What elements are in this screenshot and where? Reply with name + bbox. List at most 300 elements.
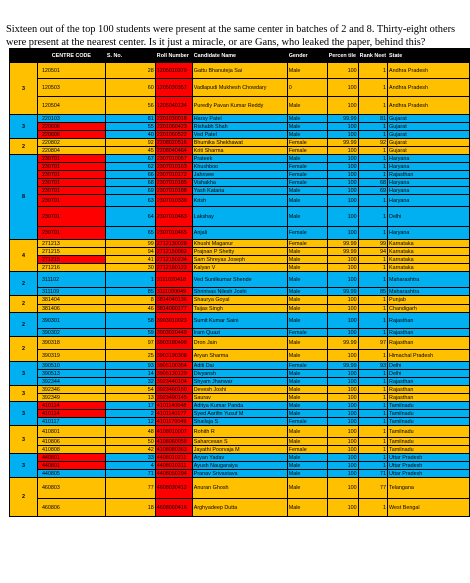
candidate-name-cell: Sumit Kumar Saini [192, 313, 287, 329]
candidate-name-cell: Pranav Srivastava [192, 470, 287, 478]
percentile-cell: 100 [327, 446, 358, 454]
state-cell: Uttar Pradesh [388, 470, 470, 478]
candidate-name-cell: Gattu Bhanuteja Sai [192, 63, 287, 79]
centre-code-cell: 230701 [37, 171, 105, 179]
serial-number-cell: 85 [105, 288, 155, 296]
state-cell: Haryana [388, 227, 470, 240]
gender-cell: 0 [287, 79, 327, 97]
state-cell: Tamilnadu [388, 426, 470, 438]
group-count-header [10, 49, 38, 63]
table-row [10, 478, 470, 499]
centre-code-cell: 230701 [37, 155, 105, 163]
centre-code-cell: 271216 [37, 264, 105, 272]
candidate-name-cell: Prateek [192, 155, 287, 163]
gender-cell: Female [287, 179, 327, 187]
candidate-name-cell: Yash Kataria [192, 187, 287, 195]
gender-cell: Male [287, 386, 327, 394]
gender-cell: Male [287, 305, 327, 313]
table-row [10, 227, 470, 240]
roll-number-cell: 3923490145 [155, 394, 192, 402]
roll-number-cell: 3923440104 [155, 378, 192, 386]
roll-number-cell: 1205030357 [155, 79, 192, 97]
candidate-name-cell: Shaurya Goyal [192, 296, 287, 305]
state-cell: Gujarat [388, 123, 470, 131]
state-cell: Punjab [388, 296, 470, 305]
group-count: 2 [10, 272, 38, 296]
serial-number-cell: 55 [105, 123, 155, 131]
rank-cell: 1 [358, 418, 387, 426]
centre-code-cell: 410114 [37, 410, 105, 418]
centre-code-cell: 220103 [37, 115, 105, 123]
candidate-name-cell: Shyam Jhanwar [192, 378, 287, 386]
roll-number-cell: 4408050294 [155, 470, 192, 478]
table-row [10, 362, 470, 370]
serial-number-cell: 12 [105, 418, 155, 426]
percentile-cell: 100 [327, 305, 358, 313]
gender-cell: Male [287, 256, 327, 264]
percentile-cell: 100 [327, 329, 358, 337]
candidate-name-cell: Khushboo [192, 163, 287, 171]
roll-number-cell: 4108010007 [155, 426, 192, 438]
candidate-name-cell: Shailaja S [192, 418, 287, 426]
centre-code-cell: 390319 [37, 350, 105, 362]
serial-number-cell: 66 [105, 171, 155, 179]
roll-number-cell: 2307010057 [155, 155, 192, 163]
header-percentile: Percen tile [327, 49, 358, 63]
serial-number-cell: 41 [105, 256, 155, 264]
gender-cell: Male [287, 350, 327, 362]
state-cell: Haryana [388, 163, 470, 171]
serial-number-cell: 28 [105, 63, 155, 79]
centre-code-cell: 392346 [37, 386, 105, 394]
table-row [10, 256, 470, 264]
roll-number-cell: 3111020418 [155, 272, 192, 288]
rank-cell: 1 [358, 63, 387, 79]
roll-number-cell: 4108080363 [155, 446, 192, 454]
centre-code-cell: 390513 [37, 370, 105, 378]
centre-code-cell: 410114 [37, 402, 105, 410]
candidate-name-cell: Syed Aarifin Yusuf M [192, 410, 287, 418]
serial-number-cell: 81 [105, 115, 155, 123]
table-row [10, 155, 470, 163]
serial-number-cell: 14 [105, 370, 155, 378]
rank-cell: 92 [358, 139, 387, 147]
gender-cell: Male [287, 426, 327, 438]
rank-cell: 68 [358, 179, 387, 187]
percentile-cell: 100 [327, 370, 358, 378]
state-cell: Himachal Pradesh [388, 350, 470, 362]
rank-cell: 81 [358, 115, 387, 123]
table-row [10, 410, 470, 418]
results-table [9, 48, 470, 517]
gender-cell: Male [287, 123, 327, 131]
gender-cell: Female [287, 147, 327, 155]
roll-number-cell: 3814060177 [155, 305, 192, 313]
gender-cell: Male [287, 378, 327, 386]
candidate-name-cell: Kalyan V [192, 264, 287, 272]
header-candidate-name: Candidate Name [192, 49, 287, 63]
state-cell: Karnataka [388, 256, 470, 264]
roll-number-cell: 3903190308 [155, 350, 192, 362]
serial-number-cell: 25 [105, 350, 155, 362]
roll-number-cell: 2208040464 [155, 147, 192, 155]
rank-cell: 1 [358, 207, 387, 227]
roll-number-cell: 2712160123 [155, 264, 192, 272]
header-state: State [388, 49, 470, 63]
serial-number-cell: 56 [105, 97, 155, 115]
header-centre-code: CENTRE CODE [37, 49, 105, 63]
table-row [10, 147, 470, 155]
percentile-cell: 100 [327, 63, 358, 79]
state-cell: Haryana [388, 187, 470, 195]
roll-number-cell: 4108060058 [155, 438, 192, 446]
percentile-cell: 100 [327, 131, 358, 139]
candidate-name-cell: Devesh Joshi [192, 386, 287, 394]
candidate-name-cell: Krish [192, 195, 287, 207]
group-count: 3 [10, 115, 38, 139]
roll-number-cell: 3111090049 [155, 288, 192, 296]
roll-number-cell: 4101170049 [155, 418, 192, 426]
page-headline: Sixteen out of the top 100 students were present at the same center in batches of 2 and 8. Thirty-eight others were present at the nearest center. Is it just a miracle, or are Gans, who leaked the paper, behind this? [6, 24, 456, 48]
table-row [10, 454, 470, 462]
table-row [10, 187, 470, 195]
gender-cell: Male [287, 272, 327, 288]
rank-cell: 1 [358, 79, 387, 97]
gender-cell: Female [287, 171, 327, 179]
roll-number-cell: 2307010163 [155, 163, 192, 171]
serial-number-cell: 69 [105, 187, 155, 195]
serial-number-cell: 58 [105, 313, 155, 329]
state-cell: Gujarat [388, 115, 470, 123]
table-row [10, 337, 470, 350]
centre-code-cell: 460803 [37, 478, 105, 499]
percentile-cell: 100 [327, 256, 358, 264]
centre-code-cell: 410808 [37, 446, 105, 454]
gender-cell: Male [287, 187, 327, 195]
state-cell: Uttar Pradesh [388, 454, 470, 462]
gender-cell: Male [287, 402, 327, 410]
group-count: 3 [10, 386, 38, 402]
state-cell: Maharashtra [388, 288, 470, 296]
candidate-name-cell: Anjali [192, 227, 287, 240]
roll-number-cell: 2712130028 [155, 240, 192, 248]
serial-number-cell: 94 [105, 248, 155, 256]
rank-cell: 1 [358, 97, 387, 115]
candidate-name-cell: Ayush Naugaraiya [192, 462, 287, 470]
table-row [10, 163, 470, 171]
rank-cell: 69 [358, 187, 387, 195]
serial-number-cell: 60 [105, 79, 155, 97]
gender-cell: Male [287, 288, 327, 296]
state-cell: Haryana [388, 179, 470, 187]
gender-cell: Male [287, 63, 327, 79]
rank-cell: 1 [358, 446, 387, 454]
serial-number-cell: 42 [105, 446, 155, 454]
percentile-cell: 99.99 [327, 288, 358, 296]
state-cell: Delhi [388, 207, 470, 227]
roll-number-cell: 3905130129 [155, 370, 192, 378]
state-cell: Tamilnadu [388, 438, 470, 446]
candidate-name-cell: Jahnvee [192, 171, 287, 179]
state-cell: Andhra Pradesh [388, 97, 470, 115]
table-row [10, 438, 470, 446]
table-row [10, 394, 470, 402]
roll-number-cell: 2712150234 [155, 256, 192, 264]
gender-cell: Male [287, 155, 327, 163]
gender-cell: Male [287, 478, 327, 499]
state-cell: Rajasthan [388, 337, 470, 350]
percentile-cell: 100 [327, 462, 358, 470]
table-row [10, 207, 470, 227]
candidate-name-cell: Khushi Maganur [192, 240, 287, 248]
percentile-cell: 100 [327, 438, 358, 446]
roll-number-cell: 3923460150 [155, 386, 192, 394]
centre-code-cell: 220804 [37, 147, 105, 155]
state-cell: Haryana [388, 155, 470, 163]
state-cell: Andhra Pradesh [388, 63, 470, 79]
serial-number-cell: 54 [105, 386, 155, 394]
serial-number-cell: 93 [105, 362, 155, 370]
table-row [10, 195, 470, 207]
gender-cell: Male [287, 470, 327, 478]
table-row [10, 179, 470, 187]
percentile-cell: 100 [327, 171, 358, 179]
state-cell: Rajasthan [388, 378, 470, 386]
candidate-name-cell: Bhumika Shekhawat [192, 139, 287, 147]
centre-code-cell: 311102 [37, 272, 105, 288]
group-count: 3 [10, 426, 38, 454]
state-cell: Tamilnadu [388, 410, 470, 418]
candidate-name-cell: Aryan Yadav [192, 454, 287, 462]
rank-cell: 1 [358, 296, 387, 305]
centre-code-cell: 230701 [37, 163, 105, 171]
candidate-name-cell: Sam Shreyas Joseph [192, 256, 287, 264]
rank-cell: 1 [358, 163, 387, 171]
group-count: 3 [10, 454, 38, 478]
gender-cell: Male [287, 115, 327, 123]
gender-cell: Male [287, 410, 327, 418]
group-count: 2 [10, 313, 38, 337]
table-row [10, 63, 470, 79]
percentile-cell: 100 [327, 187, 358, 195]
centre-code-cell: 120504 [37, 97, 105, 115]
group-count: 2 [10, 139, 38, 155]
roll-number-cell: 2307010339 [155, 195, 192, 207]
percentile-cell: 100 [327, 272, 358, 288]
state-cell: Rajasthan [388, 171, 470, 179]
rank-cell: 1 [358, 313, 387, 329]
gender-cell: Male [287, 499, 327, 517]
candidate-name-cell: Ved Sunilkumar Shende [192, 272, 287, 288]
rank-cell: 77 [358, 478, 387, 499]
group-count: 3 [10, 362, 38, 386]
gender-cell: Male [287, 370, 327, 378]
state-cell: Delhi [388, 370, 470, 378]
state-cell: Delhi [388, 362, 470, 370]
centre-code-cell: 410806 [37, 438, 105, 446]
header-rank: Rank Neet [358, 49, 387, 63]
roll-number-cell: 2201060423 [155, 123, 192, 131]
serial-number-cell: 50 [105, 438, 155, 446]
table-row [10, 378, 470, 386]
state-cell: Tamilnadu [388, 446, 470, 454]
centre-code-cell: 230701 [37, 227, 105, 240]
state-cell: Andhra Pradesh [388, 79, 470, 97]
centre-code-cell: 410801 [37, 426, 105, 438]
table-row [10, 470, 470, 478]
table-row [10, 171, 470, 179]
gender-cell: Female [287, 418, 327, 426]
state-cell: Maharashtra [388, 272, 470, 288]
percentile-cell: 100 [327, 410, 358, 418]
serial-number-cell: 2 [105, 410, 155, 418]
serial-number-cell: 65 [105, 227, 155, 240]
centre-code-cell: 381406 [37, 305, 105, 313]
candidate-name-cell: Lakshay [192, 207, 287, 227]
rank-cell: 99 [358, 240, 387, 248]
candidate-name-cell: Jayathi Poorvaja M [192, 446, 287, 454]
rank-cell: 1 [358, 402, 387, 410]
percentile-cell: 100 [327, 179, 358, 187]
rank-cell: 1 [358, 426, 387, 438]
table-row [10, 329, 470, 337]
percentile-cell: 99.99 [327, 248, 358, 256]
serial-number-cell: 48 [105, 426, 155, 438]
state-cell: West Bengal [388, 499, 470, 517]
header-gender: Gender [287, 49, 327, 63]
state-cell: Chandigarh [388, 305, 470, 313]
centre-code-cell: 390510 [37, 362, 105, 370]
centre-code-cell: 120503 [37, 79, 105, 97]
group-count: 3 [10, 402, 38, 426]
group-count: 8 [10, 155, 38, 240]
centre-code-cell: 440805 [37, 470, 105, 478]
rank-cell: 1 [358, 305, 387, 313]
centre-code-cell: 271215 [37, 248, 105, 256]
serial-number-cell: 18 [105, 499, 155, 517]
gender-cell: Male [287, 462, 327, 470]
serial-number-cell: 92 [105, 139, 155, 147]
gender-cell: Male [287, 394, 327, 402]
candidate-name-cell: Saurav [192, 394, 287, 402]
group-count: 2 [10, 296, 38, 313]
rank-cell: 1 [358, 272, 387, 288]
roll-number-cell: 3905100354 [155, 362, 192, 370]
centre-code-cell: 410117 [37, 418, 105, 426]
gender-cell: Male [287, 97, 327, 115]
percentile-cell: 100 [327, 470, 358, 478]
rank-cell: 1 [358, 264, 387, 272]
state-cell: Karnataka [388, 248, 470, 256]
table-row [10, 115, 470, 123]
table-row [10, 446, 470, 454]
centre-code-cell: 440801 [37, 462, 105, 470]
rank-cell: 1 [358, 329, 387, 337]
percentile-cell: 100 [327, 426, 358, 438]
roll-number-cell: 4408010211 [155, 454, 192, 462]
serial-number-cell: 4 [105, 462, 155, 470]
roll-number-cell: 3903020449 [155, 329, 192, 337]
serial-number-cell: 59 [105, 329, 155, 337]
table-row [10, 97, 470, 115]
centre-code-cell: 390318 [37, 337, 105, 350]
serial-number-cell: 63 [105, 195, 155, 207]
table-row [10, 305, 470, 313]
roll-number-cell: 1205040134 [155, 97, 192, 115]
serial-number-cell: 46 [105, 305, 155, 313]
rank-cell: 1 [358, 350, 387, 362]
roll-number-cell: 3814040136 [155, 296, 192, 305]
roll-number-cell: 2712150082 [155, 248, 192, 256]
centre-code-cell: 392344 [37, 378, 105, 386]
table-row [10, 264, 470, 272]
percentile-cell: 100 [327, 227, 358, 240]
rank-cell: 1 [358, 123, 387, 131]
rank-cell: 1 [358, 370, 387, 378]
group-count: 2 [10, 478, 38, 517]
percentile-cell: 100 [327, 207, 358, 227]
rank-cell: 1 [358, 155, 387, 163]
roll-number-cell: 2307010172 [155, 171, 192, 179]
percentile-cell: 100 [327, 79, 358, 97]
table-body [10, 63, 470, 517]
candidate-name-cell: Dron Jain [192, 337, 287, 350]
gender-cell: Male [287, 454, 327, 462]
centre-code-cell: 230701 [37, 207, 105, 227]
state-cell: Karnataka [388, 264, 470, 272]
rank-cell: 97 [358, 337, 387, 350]
percentile-cell: 100 [327, 155, 358, 163]
table-row [10, 296, 470, 305]
rank-cell: 1 [358, 147, 387, 155]
percentile-cell: 99.99 [327, 240, 358, 248]
table-row [10, 499, 470, 517]
percentile-cell: 100 [327, 97, 358, 115]
candidate-name-cell: Arghyadeep Dutta [192, 499, 287, 517]
rank-cell: 1 [358, 394, 387, 402]
gender-cell: Female [287, 163, 327, 171]
gender-cell: Male [287, 337, 327, 350]
centre-code-cell: 120501 [37, 63, 105, 79]
state-cell: Gujarat [388, 139, 470, 147]
centre-code-cell: 230701 [37, 187, 105, 195]
table-row [10, 418, 470, 426]
table-row [10, 370, 470, 378]
roll-number-cell: 4101140048 [155, 402, 192, 410]
state-cell: Uttar Pradesh [388, 462, 470, 470]
candidate-name-cell: Vishakha [192, 179, 287, 187]
state-cell: Tamilnadu [388, 418, 470, 426]
gender-cell: Female [287, 240, 327, 248]
table-row [10, 402, 470, 410]
gender-cell: Male [287, 248, 327, 256]
gender-cell: Male [287, 195, 327, 207]
roll-number-cell: 2307010185 [155, 179, 192, 187]
rank-cell: 1 [358, 438, 387, 446]
rank-cell: 1 [358, 378, 387, 386]
roll-number-cell: 2307010465 [155, 227, 192, 240]
serial-number-cell: 30 [105, 264, 155, 272]
table-row [10, 288, 470, 296]
centre-code-cell: 381404 [37, 296, 105, 305]
percentile-cell: 100 [327, 264, 358, 272]
rank-cell: 1 [358, 410, 387, 418]
gender-cell: Male [287, 438, 327, 446]
centre-code-cell: 460806 [37, 499, 105, 517]
rank-cell: 1 [358, 131, 387, 139]
percentile-cell: 100 [327, 147, 358, 155]
gender-cell: Male [287, 296, 327, 305]
